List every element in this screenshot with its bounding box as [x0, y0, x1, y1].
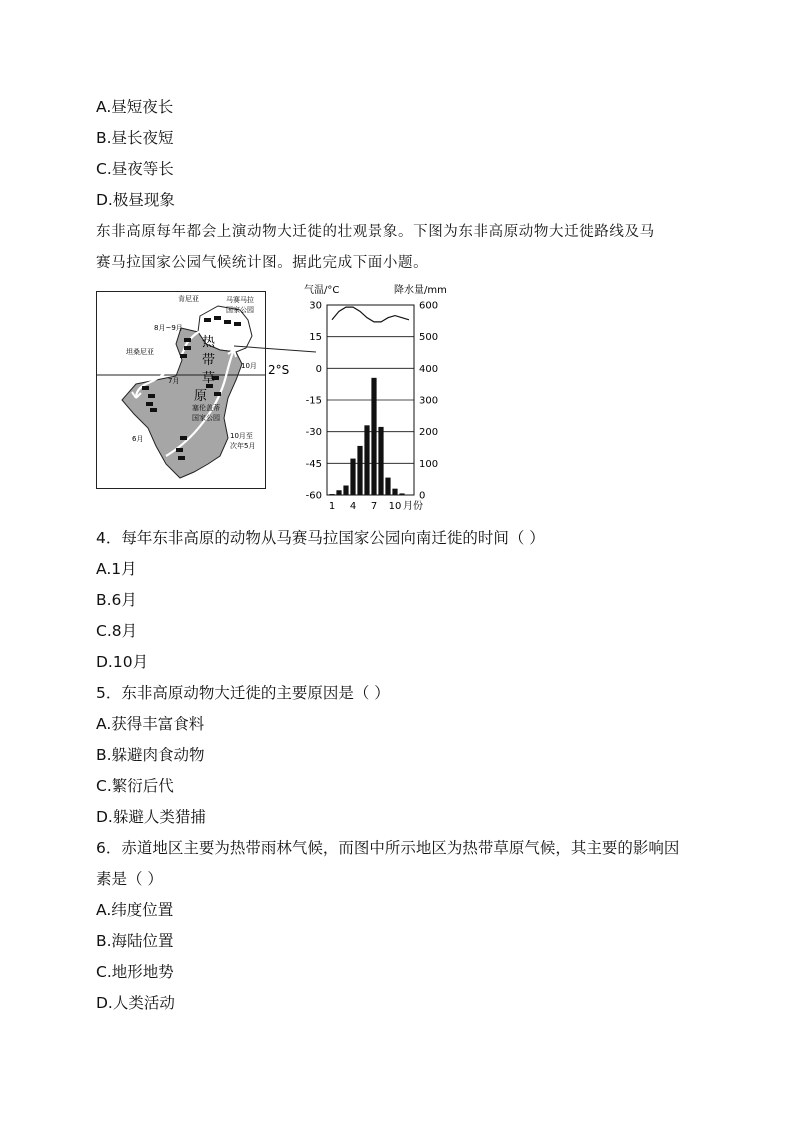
precip-bar: [371, 378, 376, 495]
label-oct: 10月: [241, 362, 257, 370]
question-4-option: C.8月: [96, 622, 138, 640]
label-park-south-2: 国家公园: [192, 414, 220, 422]
precip-bar: [343, 486, 348, 496]
precip-bar: [357, 446, 362, 495]
label-park-north-1: 马赛马拉: [226, 296, 254, 304]
question-4-option: D.10月: [96, 653, 149, 671]
migration-map: [96, 292, 316, 489]
precip-bar: [385, 478, 390, 495]
question-6-option: B.海陆位置: [96, 932, 174, 950]
precip-bar: [350, 459, 355, 495]
precip-tick-label: 500: [419, 332, 439, 344]
label-park-south-1: 塞伦盖蒂: [192, 404, 220, 412]
label-region-1: 热: [202, 335, 216, 350]
label-latitude: 2°S: [268, 363, 290, 377]
temp-tick-label: 15: [309, 332, 322, 344]
question-6-option: C.地形地势: [96, 963, 174, 981]
question-6-stem: 6．赤道地区主要为热带雨林气候，而图中所示地区为热带草原气候，其主要的影响因: [96, 839, 680, 857]
month-tick-label: 1: [328, 501, 336, 512]
question-5-option: B.躲避肉食动物: [96, 746, 205, 764]
label-region-2: 带: [202, 353, 216, 368]
label-jun: 6月: [132, 435, 144, 443]
question-4-option: A.1月: [96, 560, 137, 578]
month-tick-label: 7: [370, 501, 378, 512]
option-b: B.昼长夜短: [96, 129, 174, 147]
question-5-option: D.躲避人类猎捕: [96, 808, 206, 826]
temp-tick-label: -45: [305, 458, 322, 470]
question-6-option: D.人类活动: [96, 994, 175, 1012]
question-4-option: B.6月: [96, 591, 137, 609]
question-4-stem: 4．每年东非高原的动物从马赛马拉国家公园向南迁徙的时间（ ）: [96, 529, 545, 547]
precip-tick-label: 400: [419, 363, 439, 375]
precip-bar: [392, 489, 397, 495]
question-6-option: A.纬度位置: [96, 901, 174, 919]
temp-tick-label: -15: [305, 395, 322, 407]
precip-axis-label: 降水量/mm: [394, 285, 447, 296]
temp-tick-label: -30: [305, 427, 322, 439]
option-c: C.昼夜等长: [96, 160, 174, 178]
option-d: D.极昼现象: [96, 191, 175, 209]
precip-tick-label: 300: [419, 395, 439, 407]
month-axis-label: 月份: [403, 501, 423, 512]
month-tick-label: 10: [388, 501, 402, 512]
precip-bar: [378, 427, 383, 495]
label-tanzania: 坦桑尼亚: [126, 348, 154, 356]
temp-axis-label: 气温/°C: [304, 285, 340, 296]
precip-tick-label: 100: [419, 458, 439, 470]
intro-line-1: 东非高原每年都会上演动物大迁徙的壮观景象。下图为东非高原动物大迁徙路线及马: [96, 224, 655, 240]
label-oct-may-2: 次年5月: [230, 442, 256, 450]
option-a: A.昼短夜长: [96, 98, 174, 116]
temp-tick-label: 30: [309, 300, 322, 312]
precip-tick-label: 600: [419, 300, 439, 312]
temp-tick-label: -60: [305, 490, 322, 502]
question-6-stem: 素是（ ）: [96, 870, 163, 888]
question-5-option: C.繁衍后代: [96, 777, 174, 795]
intro-line-2: 赛马拉国家公园气候统计图。据此完成下面小题。: [96, 255, 429, 271]
climate-chart: [304, 283, 447, 512]
precip-bar: [364, 425, 369, 495]
figure-svg: [96, 285, 456, 512]
precip-tick-label: 0: [419, 490, 426, 502]
label-jul: 7月: [168, 377, 180, 385]
precip-bar: [399, 493, 404, 495]
temperature-curve: [332, 307, 409, 322]
precip-bar: [329, 494, 334, 495]
question-5-option: A.获得丰富食料: [96, 715, 205, 733]
label-oct-may-1: 10月至: [230, 432, 253, 440]
temp-tick-label: 0: [315, 363, 322, 375]
month-tick-label: 4: [349, 501, 357, 512]
precip-bar: [336, 490, 341, 495]
figure: [96, 285, 456, 512]
label-park-north-2: 国家公园: [226, 306, 254, 314]
precip-tick-label: 200: [419, 427, 439, 439]
label-region-4: 原: [194, 389, 208, 404]
label-aug-sep: 8月~9月: [154, 324, 183, 332]
question-5-stem: 5．东非高原动物大迁徙的主要原因是（ ）: [96, 684, 390, 702]
label-kenya: 肯尼亚: [178, 295, 199, 303]
label-region-3: 草: [202, 371, 216, 386]
